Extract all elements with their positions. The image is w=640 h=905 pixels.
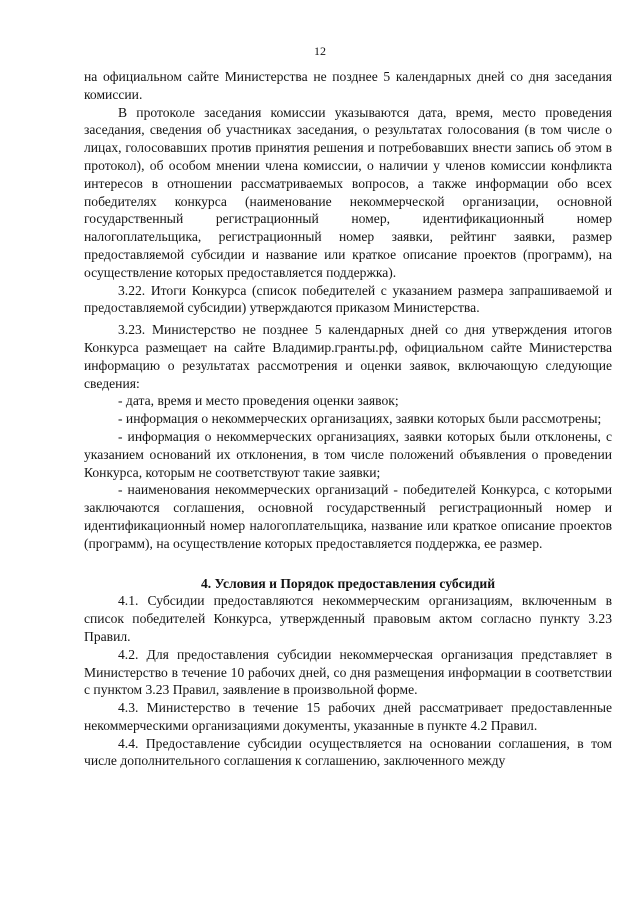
document-body <box>84 68 612 770</box>
section-heading: 4. Условия и Порядок предоставления субсидий <box>200 575 496 591</box>
paragraph: 3.22. Итоги Конкурса (список победителей с указанием размера запрашиваемой и предоставляемой субсидии) утверждаются приказом Министерства. <box>84 282 612 316</box>
list-item: - дата, время и место проведения оценки заявок; <box>118 393 399 409</box>
paragraph: на официальном сайте Министерства не позднее 5 календарных дней со дня заседания комиссии. <box>84 69 612 102</box>
paragraph: 4.3. Министерство в течение 15 рабочих дней рассматривает предоставленные некоммерческими организациями документы, указанные в пункте 4.2 Правил. <box>84 700 612 733</box>
paragraph: 4.4. Предоставление субсидии осуществляется на основании соглашения, в том числе дополнительного соглашения к соглашению, заключенного между <box>84 735 612 769</box>
paragraph: В протоколе заседания комиссии указываются дата, время, место проведения заседания, сведения об участниках заседания, о результатах голосования (в том числе о лицах, голосовавших против принятия решения и потребовавших внести запись об этом в протокол), об особом мнении члена комиссии, о наличии у членов комиссии конфликта интересов в отношении рассматриваемых вопросов, а также информации обо всех победителях конкурса (наименование некоммерческой организации, основной государственный регистрационный номер, идентификационный номер налогоплательщика, регистрационный номер заявки, рейтинг заявки, размер предоставляемой субсидии и название или краткое описание проектов (программ), на осуществление которых предоставляется поддержка). <box>84 104 612 280</box>
paragraph: 4.1. Субсидии предоставляются некоммерческим организациям, включенным в список победителей Конкурса, утвержденный правовым актом согласно пункту 3.23 Правил. <box>84 593 612 644</box>
paragraph: 4.2. Для предоставления субсидии некоммерческая организация представляет в Министерство в течение 10 рабочих дней, со дня размещения информации в соответствии с пунктом 3.23 Правил, заявление в произвольной форме. <box>84 646 612 698</box>
list-item: - информация о некоммерческих организациях, заявки которых были рассмотрены; <box>118 411 602 427</box>
page-number: 12 <box>314 44 326 58</box>
list-item: - наименования некоммерческих организаций - победителей Конкурса, с которыми заключаются соглашения, основной государственный регистрационный номер и идентификационный номер налогоплательщика, название или краткое описание проектов (программ), на осуществление которых предоставляется поддержка, ее размер. <box>84 482 612 551</box>
paragraph: 3.23. Министерство не позднее 5 календарных дней со дня утверждения итогов Конкурса размещает на сайте Владимир.гранты.рф, официальном сайте Министерства информацию о результатах рассмотрения и оценки заявок, включающую следующие сведения: <box>84 322 612 391</box>
list-item: - информация о некоммерческих организациях, заявки которых были отклонены, с указанием оснований их отклонения, в том числе положений объявления о проведении Конкурса, которым не соответствуют такие заявки; <box>84 428 612 480</box>
